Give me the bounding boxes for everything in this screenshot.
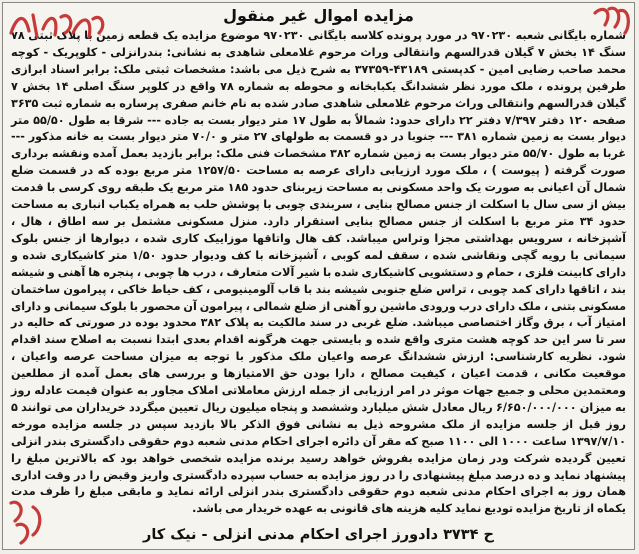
notice-signature: ح ۳۷۳۴ دادورز اجرای احکام مدنی انزلی - نیک کار [143,527,494,543]
notice-title: مزایده اموال غیر منقول [223,6,414,25]
notice-body: شماره بایگانی شعبه ۹۷۰۲۳۰ در مورد پرونده کلاسه بایگانی ۹۷۰۲۳۰ موضوع مزایده یک قطعه زمین با پلاک ثبتی ۷۸ سنگ ۱۴ بخش ۷ گیلان قدرالسهم وانتقالی وراث مرحوم غلامعلی شاهدی به نشانی: بندرانزلی - کلوپریک - کوچه محمد صاحب رضایی امین - کدپستی ۴۳۱۸۹-۳۷۳۵۹ به شرح ذیل می باشد: مشخصات ثبتی ملک: برابر اسناد ابرازی طرفین پرونده ، ملک مورد نظر ششدانگ یکبابخانه و محوطه به شماره ۷۸ واقع در کلوپر سنگ اصلی ۱۴ بخش ۷ گیلان قدرالسهم وانتقالی وراث مرحوم غلامعلی شاهدی صادر شده به نام خانم صفری پرساره به شماره ثبت ۳۶۳۵ صفحه ۱۲۰ دفتر ۷/۳۹۷ دفتر ۲۲ دارای حدود: شمالاً به طول ۱۷ متر دیوار بست به جاده --- شرقا به طول ۵۵/۵۰ متر دیوار بست به زمین شماره ۳۸۱ --- جنوبا در دو قسمت به طولهای ۲۷ متر و ۷۰/۰ متر دیوار بست به خانه مذکور --- غربا به طول ۵۵/۷۰ متر دیوار بست به زمین شماره ۳۸۲ مشخصات فنی ملک: برابر بازدید بعمل آمده ونقشه برداری صورت گرفته ( پیوست ) ، ملک مورد ارزیابی دارای عرصه به مساحت ۱۲۵۷/۵۰ متر مربع بوده که در قسمت ضلع شمال آن اعیانی به صورت یک واحد مسکونی به مساحت زیربنای حدود ۱۸۵ متر مربع یک طبقه روی کرسی با قدمت بیش از سی سال با اسکلت از جنس مصالح بنایی ، سربندی چوبی با پوشش حلب به همراه یکباب انباری به مساحت حدود ۳۴ متر مربع با اسکلت از جنس مصالح بنایی استقرار دارد. منزل مسکونی مشتمل بر سه اطاق ، هال ، آشپزخانه ، سرویس بهداشتی مجزا وتراس میباشد. کف هال واتاقها موزاییک کاری شده ، دیوارها از جنس بلوک سیمانی با رویه گچی ونقاشی شده ، سقف لمه کوبی ، آشپزخانه با کف ودیوار حدود ۱/۵۰ متر کاشیکاری شده و دارای کابینت فلزی ، حمام و دستشویی کاشیکاری شده با شیر آلات متعارف ، درب ها چوبی ، پنجره ها آهنی و شیشه بند ، اتاقها دارای کمد چوبی ، تراس ضلع جنوبی شیشه بند با قاب آلومینیومی ، کف حیاط خاکی ، پیرامون ساختمان مسکونی بتنی ، ملک دارای درب ورودی ماشین رو آهنی از ضلع شمالی ، پیرامون آن محصور با بلوک سیمانی و دارای امتیاز آب ، برق وگاز اختصاصی میباشد. ضلع غربی در سند مالکیت به پلاک ۳۸۲ محدود بوده در صورتی که حالیه در سر تا سر این حد کوچه هشت متری واقع شده و بایستی جهت هرگونه اقدام بعدی ابتدا نسبت به اصلاح سند اقدام شود. نظریه کارشناسی: ارزش ششدانگ عرصه واعیان ملک مذکور با توجه به میزان مساحت عرصه واعیان ، موقعیت مکانی ، قدمت اعیان ، کیفیت مصالح ، دارا بودن حق الامتیازها و بررسی های بعمل آمده از مطلعین ومعتمدین محلی و جمیع جهات موثر در امر ارزیابی از جمله ارزش معاملاتی املاک مجاور به عنوان قیمت عادله روز به میزان ۶/۶۵۰/۰۰۰/۰۰۰ ریال معادل شش میلیارد وششصد و پنجاه میلیون ریال تعیین میگردد خریداران می توانند ۵ روز قبل از جلسه مزایده از ملک مشروحه ذیل به نشانی فوق الذکر بالا بازدید سپس در جلسه مزایده مورخه ۱۳۹۷/۷/۱۰ ساعت ۱۰۰۰ الی ۱۱۰۰ صبح که مقر آن دائره اجرای احکام مدنی شعبه دوم حقوقی دادگستری بندر انزلی تعیین گردیده شرکت ودر زمان مزایده بفروش خواهد رسید برنده مزایده شخصی خواهد بود که بالاترین مبلغ را پیشنهاد نماید و ده درصد مبلغ پیشنهادی را در روز مزایده به حساب سپرده دادگستری واریز وقبض را در وقت اداری همان روز به اجرای احکام مدنی شعبه دوم حقوقی دادگستری بندر انزلی ارائه نماید و مابقی مبلغ را ظرف مدت یکماه از تاریخ مزایده تودیع نماید کلیه هزینه های قانونی به عهده خریدار می باشد. [11,29,627,516]
auction-notice [2,2,635,550]
